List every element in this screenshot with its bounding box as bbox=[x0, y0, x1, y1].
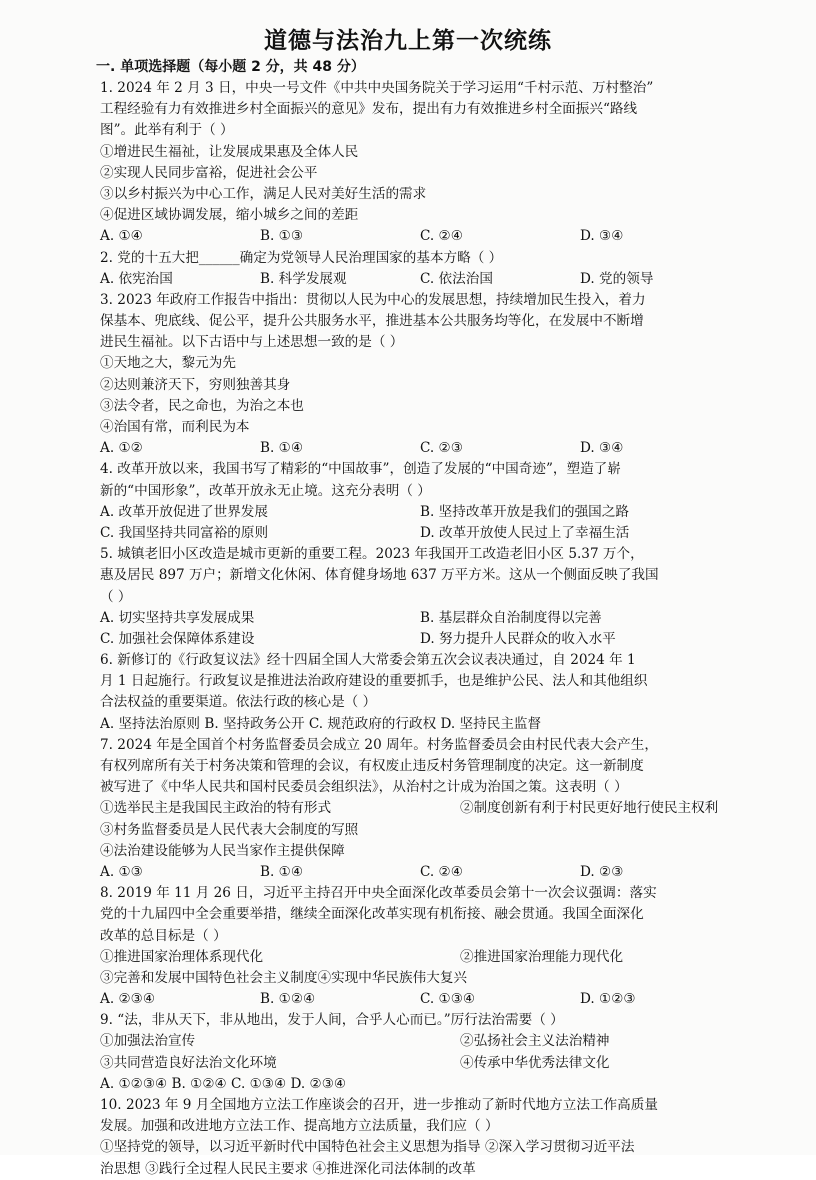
statement-pair bbox=[100, 798, 748, 819]
answer-options bbox=[100, 269, 748, 290]
statement-item: ②实现人民同步富裕，促进社会公平 bbox=[100, 164, 318, 181]
answer-option[interactable]: D. 努力提升人民群众的收入水平 bbox=[420, 630, 616, 647]
question-stem-line: 工程经验有力有效推进乡村全面振兴的意见》发布，提出有力有效推进乡村全面振兴“路线 bbox=[100, 101, 638, 118]
answer-option[interactable]: C. 加强社会保障体系建设 bbox=[100, 630, 255, 647]
question-stem-line: 月 1 日起施行。行政复议是推进法治政府建设的重要抓手，也是维护公民、法人和其他组织 bbox=[100, 673, 648, 690]
question-3 bbox=[100, 290, 748, 460]
answer-option[interactable]: B. ①④ bbox=[260, 863, 304, 880]
answer-option[interactable]: B. ①③ bbox=[260, 228, 304, 245]
question-stem-line: 7. 2024 年是全国首个村务监督委员会成立 20 周年。村务监督委员会由村民代表大会产生， bbox=[100, 736, 658, 753]
answer-option[interactable]: B. 坚持改革开放是我们的强国之路 bbox=[420, 503, 629, 520]
statement-item: ③共同营造良好法治文化环境 bbox=[100, 1054, 277, 1071]
answer-option[interactable]: A. ①③ bbox=[100, 863, 143, 880]
statement-pair bbox=[100, 1053, 748, 1074]
statement-pair bbox=[100, 1031, 748, 1052]
question-stem-line: 有权列席所有关于村务决策和管理的会议，有权废止违反村务管理制度的决定。这一新制度 bbox=[100, 758, 644, 774]
statement-item: ②弘扬社会主义法治精神 bbox=[460, 1033, 610, 1050]
answer-option[interactable]: C. ②③ bbox=[420, 440, 463, 457]
question-stem-line: 发展。加强和改进地方立法工作、提高地方立法质量，我们应（ ） bbox=[100, 1118, 499, 1135]
statement-item: ②推进国家治理能力现代化 bbox=[460, 948, 624, 965]
statement-item: ①推进国家治理体系现代化 bbox=[100, 948, 264, 965]
question-stem-line: 图”。此举有利于（ ） bbox=[100, 122, 234, 139]
answer-options bbox=[100, 438, 748, 459]
question-2 bbox=[100, 248, 748, 290]
question-stem-line: 进民生福祉。以下古语中与上述思想一致的是（ ） bbox=[100, 334, 404, 351]
statement-item: ①天地之大，黎元为先 bbox=[100, 355, 236, 372]
question-stem-line: 8. 2019 年 11 月 26 日，习近平主持召开中央全面深化改革委员会第十一次会议强调：落实 bbox=[100, 885, 657, 902]
answer-option[interactable]: A. 依宪治国 bbox=[100, 270, 173, 287]
answer-option[interactable]: A. 改革开放促进了世界发展 bbox=[100, 503, 268, 520]
question-stem-line: 5. 城镇老旧小区改造是城市更新的重要工程。2023 年我国开工改造老旧小区 5.37 万个， bbox=[100, 546, 644, 563]
answer-options[interactable]: A. ①②③④ B. ①②④ C. ①③④ D. ②③④ bbox=[100, 1075, 347, 1092]
answer-option[interactable]: D. 改革开放使人民过上了幸福生活 bbox=[420, 524, 630, 541]
question-stem-line: 10. 2023 年 9 月全国地方立法工作座谈会的召开，进一步推动了新时代地方立法工作高质量 bbox=[100, 1097, 658, 1113]
answer-options[interactable]: A. 坚持法治原则 B. 坚持政务公开 C. 规范政府的行政权 D. 坚持民主监督 bbox=[100, 715, 542, 732]
answer-options bbox=[100, 226, 748, 247]
answer-option[interactable]: D. ②③ bbox=[580, 863, 624, 880]
statement-pair bbox=[100, 947, 748, 968]
question-stem-line: 保基本、兜底线、促公平，提升公共服务水平，推进基本公共服务均等化，在发展中不断增 bbox=[100, 313, 644, 330]
question-stem-line: 治思想 ③践行全过程人民民主要求 ④推进深化司法体制的改革 bbox=[100, 1160, 476, 1177]
answer-option[interactable]: D. ③④ bbox=[580, 228, 624, 245]
answer-options bbox=[100, 608, 748, 629]
question-9 bbox=[100, 1010, 748, 1095]
answer-option[interactable]: C. ②④ bbox=[420, 863, 463, 880]
answer-option[interactable]: C. ①③④ bbox=[420, 991, 476, 1008]
statement-item: ②达则兼济天下，穷则独善其身 bbox=[100, 376, 291, 393]
question-stem-line: 改革的总目标是（ ） bbox=[100, 927, 227, 944]
answer-options bbox=[100, 523, 748, 544]
statement-item: ③以乡村振兴为中心工作，满足人民对美好生活的需求 bbox=[100, 185, 427, 202]
question-stem-line: （ ） bbox=[100, 588, 132, 605]
question-stem-line: 2. 党的十五大把______确定为党领导人民治理国家的基本方略（ ） bbox=[100, 249, 503, 266]
section-heading: 一. 单项选择题（每小题 2 分，共 48 分） bbox=[96, 59, 365, 75]
answer-option[interactable]: B. 科学发展观 bbox=[260, 270, 347, 287]
question-stem-line: 3. 2023 年政府工作报告中指出：贯彻以人民为中心的发展思想，持续增加民生投入，着力 bbox=[100, 291, 646, 308]
statement-item: ②制度创新有利于村民更好地行使民主权利 bbox=[460, 800, 719, 817]
question-1 bbox=[100, 78, 748, 248]
question-4 bbox=[100, 459, 748, 544]
question-stem-line: 党的十九届四中全会重要举措，继续全面深化改革实现有机衔接、融会贯通。我国全面深化 bbox=[100, 906, 644, 923]
page-title: 道德与法治九上第一次统练 bbox=[264, 28, 552, 54]
answer-options bbox=[100, 862, 748, 883]
statement-item: ④治国有常，而利民为本 bbox=[100, 419, 250, 435]
question-5 bbox=[100, 544, 748, 650]
answer-option[interactable]: C. 我国坚持共同富裕的原则 bbox=[100, 524, 269, 541]
answer-option[interactable]: B. 基层群众自治制度得以完善 bbox=[420, 609, 602, 626]
question-stem-line: 1. 2024 年 2 月 3 日，中央一号文件《中共中央国务院关于学习运用“千村示范、万村整治” bbox=[100, 80, 654, 96]
statement-item: ①加强法治宣传 bbox=[100, 1033, 196, 1050]
answer-option[interactable]: D. 党的领导 bbox=[580, 270, 654, 287]
answer-option[interactable]: B. ①④ bbox=[260, 440, 304, 457]
answer-option[interactable]: A. ①② bbox=[100, 440, 143, 457]
statement-item: ④传承中华优秀法律文化 bbox=[460, 1054, 610, 1071]
statement-item: ④促进区域协调发展，缩小城乡之间的差距 bbox=[100, 207, 359, 224]
question-10 bbox=[100, 1095, 748, 1180]
statement-item: ③法令者，民之命也，为治之本也 bbox=[100, 397, 304, 414]
answer-option[interactable]: A. ②③④ bbox=[100, 991, 156, 1008]
statement-item: ①增进民生福祉，让发展成果惠及全体人民 bbox=[100, 143, 359, 160]
question-8 bbox=[100, 883, 748, 1010]
question-stem-line: 4. 改革开放以来，我国书写了精彩的“中国故事”，创造了发展的“中国奇迹”，塑造了崭 bbox=[100, 461, 621, 478]
question-stem-line: ①坚持党的领导，以习近平新时代中国特色社会主义思想为指导 ②深入学习贯彻习近平法 bbox=[100, 1139, 635, 1156]
statement-item: ①选举民主是我国民主政治的特有形式 bbox=[100, 800, 332, 817]
question-stem-line: 新的“中国形象”，改革开放永无止境。这充分表明（ ） bbox=[100, 482, 431, 499]
answer-options bbox=[100, 502, 748, 523]
answer-option[interactable]: D. ①②③ bbox=[580, 991, 636, 1008]
question-stem-line: 6. 新修订的《行政复议法》经十四届全国人大常委会第五次会议表决通过，自 2024 年 1 bbox=[100, 652, 636, 669]
question-stem-line: 惠及居民 897 万户；新增文化休闲、体育健身场地 637 万平方米。这从一个侧面反映了我国 bbox=[100, 567, 659, 584]
statement-item: ③完善和发展中国特色社会主义制度④实现中华民族伟大复兴 bbox=[100, 969, 468, 986]
question-list bbox=[100, 78, 748, 1180]
answer-options bbox=[100, 989, 748, 1010]
statement-item: ③村务监督委员是人民代表大会制度的写照 bbox=[100, 821, 359, 838]
answer-option[interactable]: A. ①④ bbox=[100, 228, 143, 245]
answer-option[interactable]: C. ②④ bbox=[420, 228, 463, 245]
answer-option[interactable]: A. 切实坚持共享发展成果 bbox=[100, 609, 255, 626]
answer-options bbox=[100, 629, 748, 650]
question-7 bbox=[100, 735, 748, 883]
question-stem-line: 被写进了《中华人民共和国村民委员会组织法》，从治村之计成为治国之策。这表明（ ） bbox=[100, 779, 628, 796]
answer-option[interactable]: C. 依法治国 bbox=[420, 270, 493, 287]
statement-item: ④法治建设能够为人民当家作主提供保障 bbox=[100, 842, 345, 859]
question-stem-line: 9. “法，非从天下，非从地出，发于人间，合乎人心而已。”厉行法治需要（ ） bbox=[100, 1012, 564, 1029]
question-stem-line: 合法权益的重要渠道。依法行政的核心是（ ） bbox=[100, 694, 377, 711]
answer-option[interactable]: B. ①②④ bbox=[260, 991, 316, 1008]
question-6 bbox=[100, 650, 748, 735]
answer-option[interactable]: D. ③④ bbox=[580, 440, 624, 457]
